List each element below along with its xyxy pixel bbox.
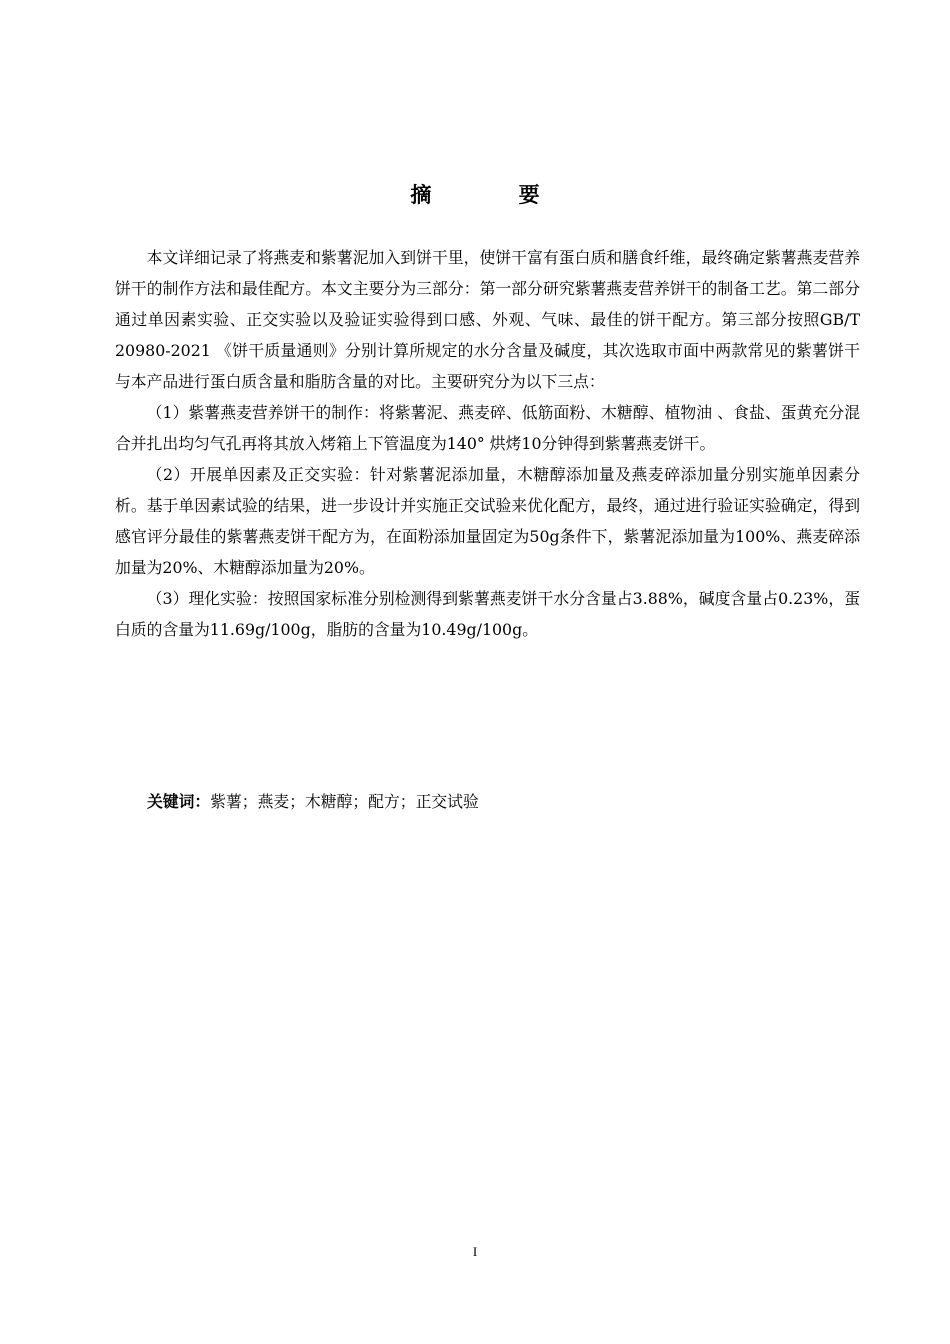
keywords-line xyxy=(147,786,860,817)
abstract-title: 摘 要 xyxy=(410,183,580,207)
keywords-label: 关键词： xyxy=(147,792,211,811)
abstract-paragraph-point-2: （2）开展单因素及正交实验：针对紫薯泥添加量，木糖醇添加量及燕麦碎添加量分别实施单因素分析。基于单因素试验的结果，进一步设计并实施正交试验来优化配方，最终，通过进行验证实验确定，得到感官评分最佳的紫薯燕麦饼干配方为，在面粉添加量固定为50g条件下，紫薯泥添加量为100%、燕麦碎添加量为20%、木糖醇添加量为20%。 xyxy=(115,465,860,577)
abstract-paragraph-intro: 本文详细记录了将燕麦和紫薯泥加入到饼干里，使饼干富有蛋白质和膳食纤维，最终确定紫薯燕麦营养饼干的制作方法和最佳配方。本文主要分为三部分：第一部分研究紫薯燕麦营养饼干的制备工艺。第二部分通过单因素实验、正交实验以及验证实验得到口感、外观、气味、最佳的饼干配方。第三部分按照GB/T 20980-2021 《饼干质量通则》分别计算所规定的水分含量及碱度，其次选取市面中两款常见的紫薯饼干与本产品进行蛋白质含量和脂肪含量的对比。主要研究分为以下三点： xyxy=(115,248,860,391)
abstract-paragraph-point-1: （1）紫薯燕麦营养饼干的制作：将紫薯泥、燕麦碎、低筋面粉、木糖醇、植物油 、食盐、蛋黄充分混合并扎出均匀气孔再将其放入烤箱上下管温度为140° 烘烤10分钟得到紫薯燕麦饼干。 xyxy=(115,403,860,453)
keywords-text: 紫薯；燕麦；木糖醇；配方；正交试验 xyxy=(210,792,479,811)
page-number: I xyxy=(472,1244,478,1259)
abstract-paragraph-point-3: （3）理化实验：按照国家标准分别检测得到紫薯燕麦饼干水分含量占3.88%，碱度含量占0.23%，蛋白质的含量为11.69g/100g，脂肪的含量为10.49g/100g。 xyxy=(115,589,860,639)
abstract-body xyxy=(115,242,860,645)
